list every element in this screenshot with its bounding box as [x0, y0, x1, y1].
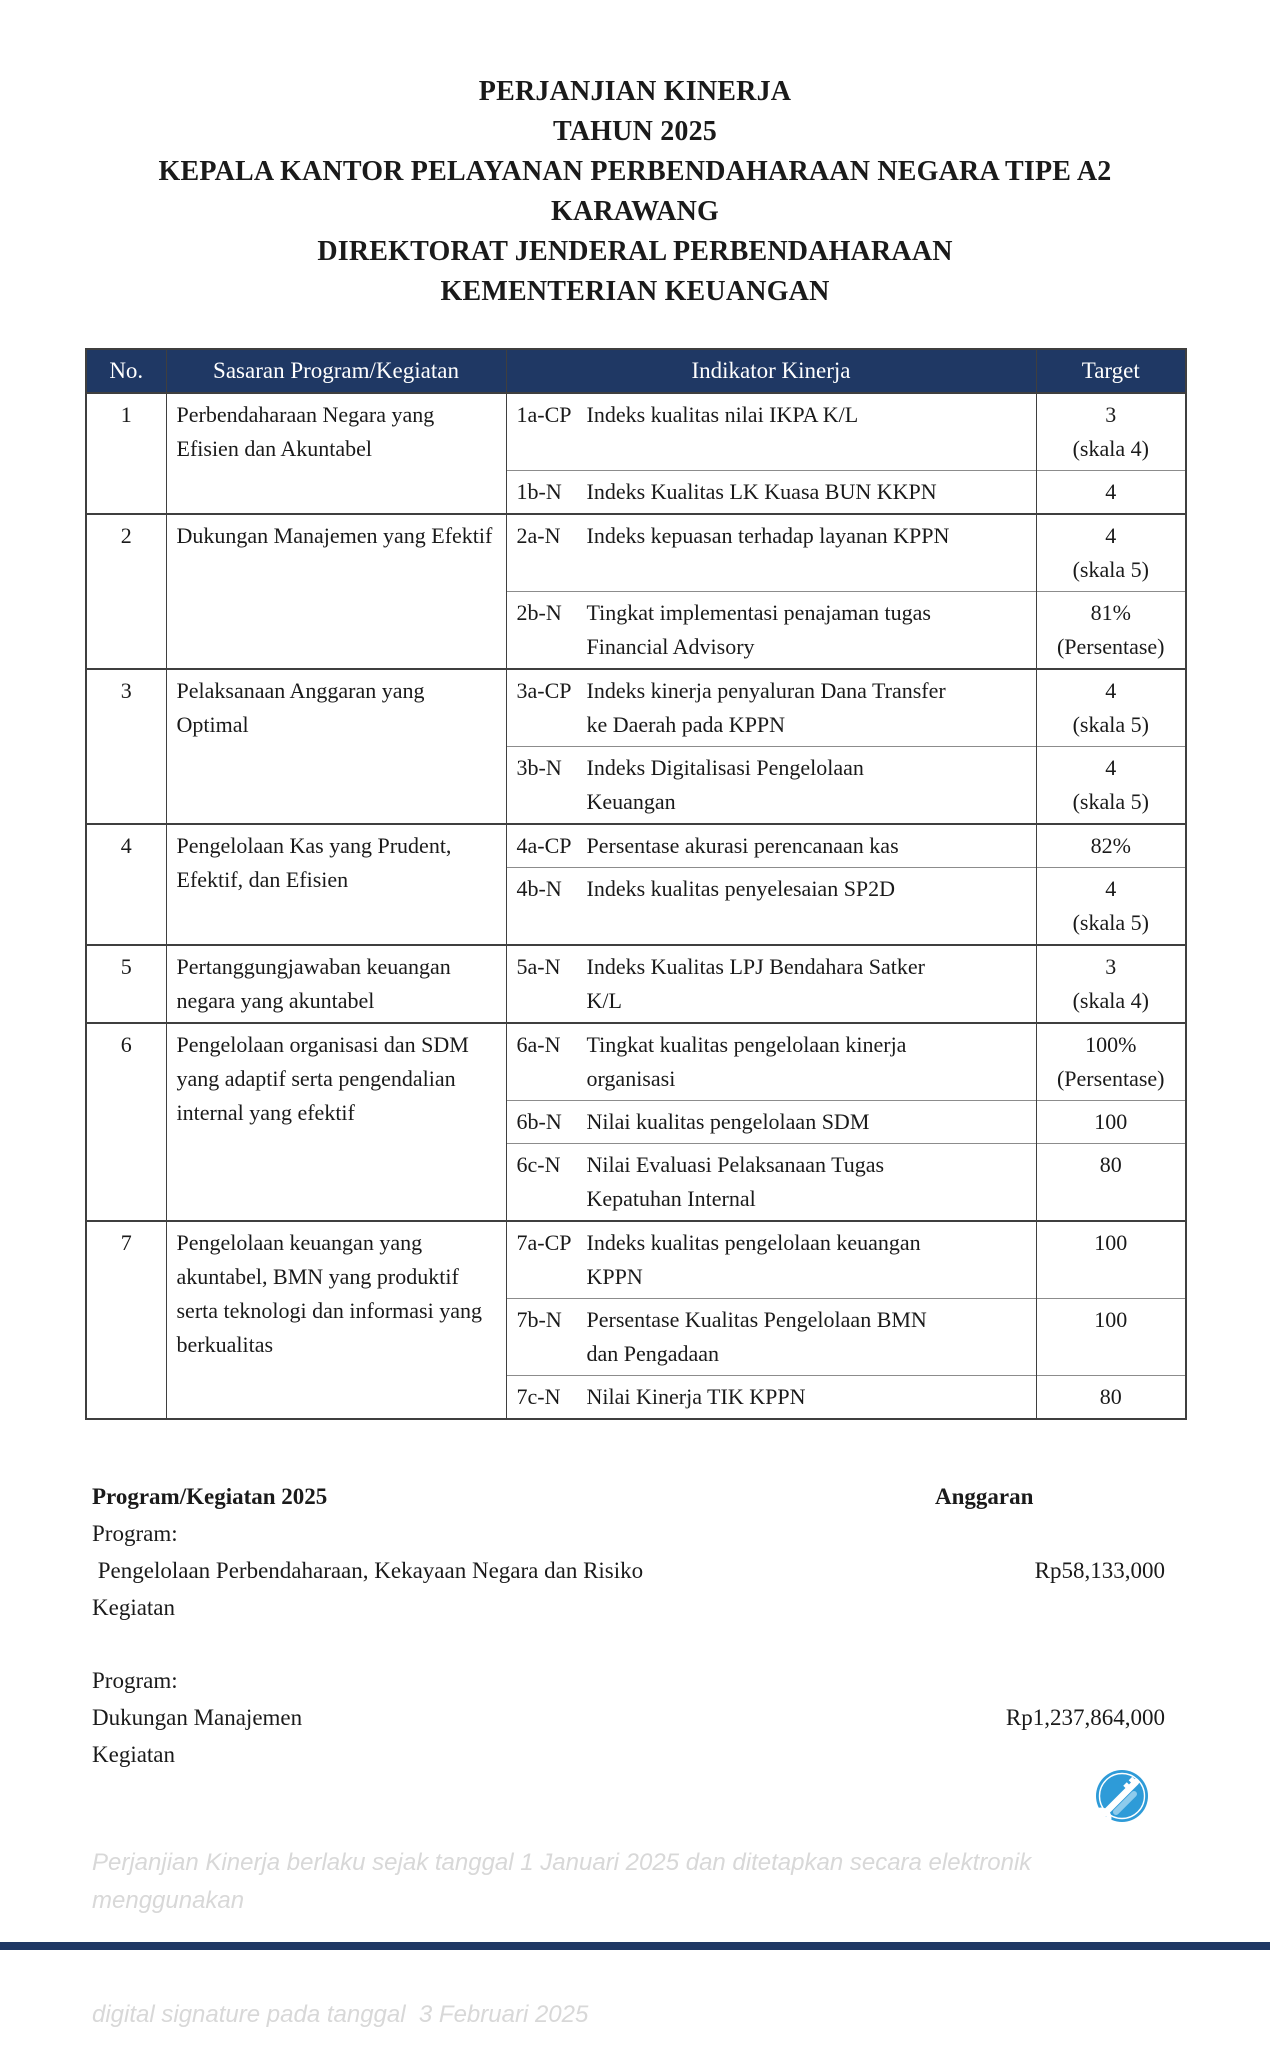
target-value: 80	[1099, 1152, 1122, 1177]
indicator-text: Indeks kinerja penyaluran Dana Transfer ke Daerah pada KPPN	[586, 678, 946, 737]
key-logo-icon	[1088, 1768, 1152, 1832]
target-value: 4	[1105, 876, 1117, 901]
target-value: 82%	[1090, 833, 1131, 858]
sasaran-cell: Dukungan Manajemen yang Efektif	[166, 514, 506, 669]
target-note: (skala 5)	[1072, 789, 1149, 814]
indicator-text: Indeks Kualitas LPJ Bendahara Satker K/L	[586, 954, 925, 1013]
indicator-code: 6a-N	[516, 1032, 561, 1057]
col-header-sasaran: Sasaran Program/Kegiatan	[166, 349, 506, 393]
indicator-code: 2a-N	[516, 523, 561, 548]
footer-note-line: Perjanjian Kinerja berlaku sejak tanggal 1 Januari 2025 dan ditetapkan secara elektronik menggunakan	[92, 1849, 1038, 1914]
indicator-code: 4a-CP	[516, 833, 572, 858]
indicator-text: Indeks kualitas penyelesaian SP2D	[586, 876, 896, 901]
target-value: 4	[1105, 678, 1117, 703]
target-value: 3	[1105, 954, 1117, 979]
indicator-code: 7c-N	[516, 1384, 561, 1409]
indicator-code: 7a-CP	[516, 1230, 572, 1255]
indicator-text: Indeks Digitalisasi Pengelolaan Keuangan	[586, 755, 864, 814]
sasaran-cell: Perbendaharaan Negara yang Efisien dan Akuntabel	[166, 393, 506, 514]
no-cell: 3	[86, 669, 166, 824]
no-cell: 1	[86, 393, 166, 514]
indicator-text: Nilai Evaluasi Pelaksanaan Tugas Kepatuhan Internal	[586, 1152, 885, 1211]
target-value: 100	[1094, 1109, 1128, 1134]
target-note: (skala 5)	[1072, 557, 1149, 582]
program-section-heading: Program/Kegiatan 2025	[92, 1484, 328, 1509]
indicator-text: Indeks kepuasan terhadap layanan KPPN	[586, 523, 950, 548]
program-section	[92, 1478, 1165, 1773]
indicator-text: Persentase Kualitas Pengelolaan BMN dan Pengadaan	[586, 1307, 927, 1366]
indicator-text: Nilai kualitas pengelolaan SDM	[586, 1109, 870, 1134]
title-line: KEPALA KANTOR PELAYANAN PERBENDAHARAAN NEGARA TIPE A2	[158, 156, 1112, 187]
indicator-code: 6b-N	[516, 1109, 562, 1134]
col-header-no: No.	[86, 349, 166, 393]
title-line: KEMENTERIAN KEUANGAN	[440, 276, 830, 307]
footer-note	[92, 1768, 1072, 2072]
anggaran-amount: Rp58,133,000	[1034, 1558, 1165, 1583]
table-row	[86, 945, 1186, 1023]
indicator-code: 5a-N	[516, 954, 561, 979]
sasaran-cell: Pengelolaan organisasi dan SDM yang adaptif serta pengendalian internal yang efektif	[166, 1023, 506, 1221]
target-value: 81%	[1090, 600, 1131, 625]
indicator-code: 1a-CP	[516, 402, 572, 427]
table-row	[86, 1221, 1186, 1299]
target-note: (Persentase)	[1056, 1066, 1165, 1091]
sasaran-cell: Pengelolaan keuangan yang akuntabel, BMN yang produktif serta teknologi dan informasi yang berkualitas	[166, 1221, 506, 1419]
program-block	[92, 1515, 1165, 1626]
performance-table	[85, 348, 1187, 1420]
indicator-code: 6c-N	[516, 1152, 561, 1177]
anggaran-heading: Anggaran	[935, 1484, 1034, 1509]
table-row	[86, 1023, 1186, 1101]
bottom-accent-bar	[0, 1942, 1270, 1950]
target-note: (skala 4)	[1072, 988, 1149, 1013]
indicator-text: Nilai Kinerja TIK KPPN	[586, 1384, 806, 1409]
sasaran-cell: Pelaksanaan Anggaran yang Optimal	[166, 669, 506, 824]
table-row	[86, 824, 1186, 868]
program-label: Program:	[92, 1521, 178, 1546]
col-header-target: Target	[1036, 349, 1186, 393]
no-cell: 2	[86, 514, 166, 669]
program-name: Pengelolaan Perbendaharaan, Kekayaan Negara dan Risiko	[92, 1558, 644, 1583]
kegiatan-label: Kegiatan	[92, 1595, 176, 1620]
target-value: 100%	[1085, 1032, 1137, 1057]
table-row	[86, 514, 1186, 592]
kegiatan-label: Kegiatan	[92, 1742, 176, 1767]
target-value: 80	[1099, 1384, 1122, 1409]
target-value: 4	[1105, 755, 1117, 780]
indicator-code: 4b-N	[516, 876, 562, 901]
footer-note-line: digital signature pada tanggal 3 Februari 2025	[92, 2001, 589, 2028]
target-note: (skala 5)	[1072, 712, 1149, 737]
indicator-text: Tingkat kualitas pengelolaan kinerja organisasi	[586, 1032, 907, 1091]
sasaran-cell: Pertanggungjawaban keuangan negara yang akuntabel	[166, 945, 506, 1023]
indicator-code: 1b-N	[516, 479, 562, 504]
no-cell: 5	[86, 945, 166, 1023]
table-row	[86, 393, 1186, 471]
target-value: 100	[1094, 1307, 1128, 1332]
target-note: (skala 4)	[1072, 436, 1149, 461]
title-line: PERJANJIAN KINERJA	[478, 76, 792, 107]
document-title	[0, 0, 1270, 312]
target-note: (Persentase)	[1056, 634, 1165, 659]
program-block	[92, 1662, 1165, 1773]
indicator-text: Persentase akurasi perencanaan kas	[586, 833, 899, 858]
target-value: 4	[1105, 479, 1117, 504]
title-line: TAHUN 2025	[552, 116, 718, 147]
target-value: 100	[1094, 1230, 1128, 1255]
title-line: KARAWANG	[550, 196, 720, 227]
indicator-code: 3a-CP	[516, 678, 572, 703]
anggaran-amount: Rp1,237,864,000	[1005, 1705, 1165, 1730]
program-name: Dukungan Manajemen	[92, 1705, 303, 1730]
indicator-text: Indeks kualitas nilai IKPA K/L	[586, 402, 859, 427]
target-note: (skala 5)	[1072, 910, 1149, 935]
no-cell: 4	[86, 824, 166, 945]
title-line: DIREKTORAT JENDERAL PERBENDAHARAAN	[317, 236, 953, 267]
sasaran-cell: Pengelolaan Kas yang Prudent, Efektif, dan Efisien	[166, 824, 506, 945]
indicator-code: 7b-N	[516, 1307, 562, 1332]
indicator-text: Indeks Kualitas LK Kuasa BUN KKPN	[586, 479, 937, 504]
indicator-code: 2b-N	[516, 600, 562, 625]
col-header-indikator: Indikator Kinerja	[506, 349, 1036, 393]
no-cell: 6	[86, 1023, 166, 1221]
indicator-text: Indeks kualitas pengelolaan keuangan KPPN	[586, 1230, 921, 1289]
target-value: 3	[1105, 402, 1117, 427]
table-row	[86, 669, 1186, 747]
program-label: Program:	[92, 1668, 178, 1693]
no-cell: 7	[86, 1221, 166, 1419]
indicator-text: Tingkat implementasi penajaman tugas Financial Advisory	[586, 600, 931, 659]
table-header-row	[86, 349, 1186, 393]
target-value: 4	[1105, 523, 1117, 548]
indicator-code: 3b-N	[516, 755, 562, 780]
